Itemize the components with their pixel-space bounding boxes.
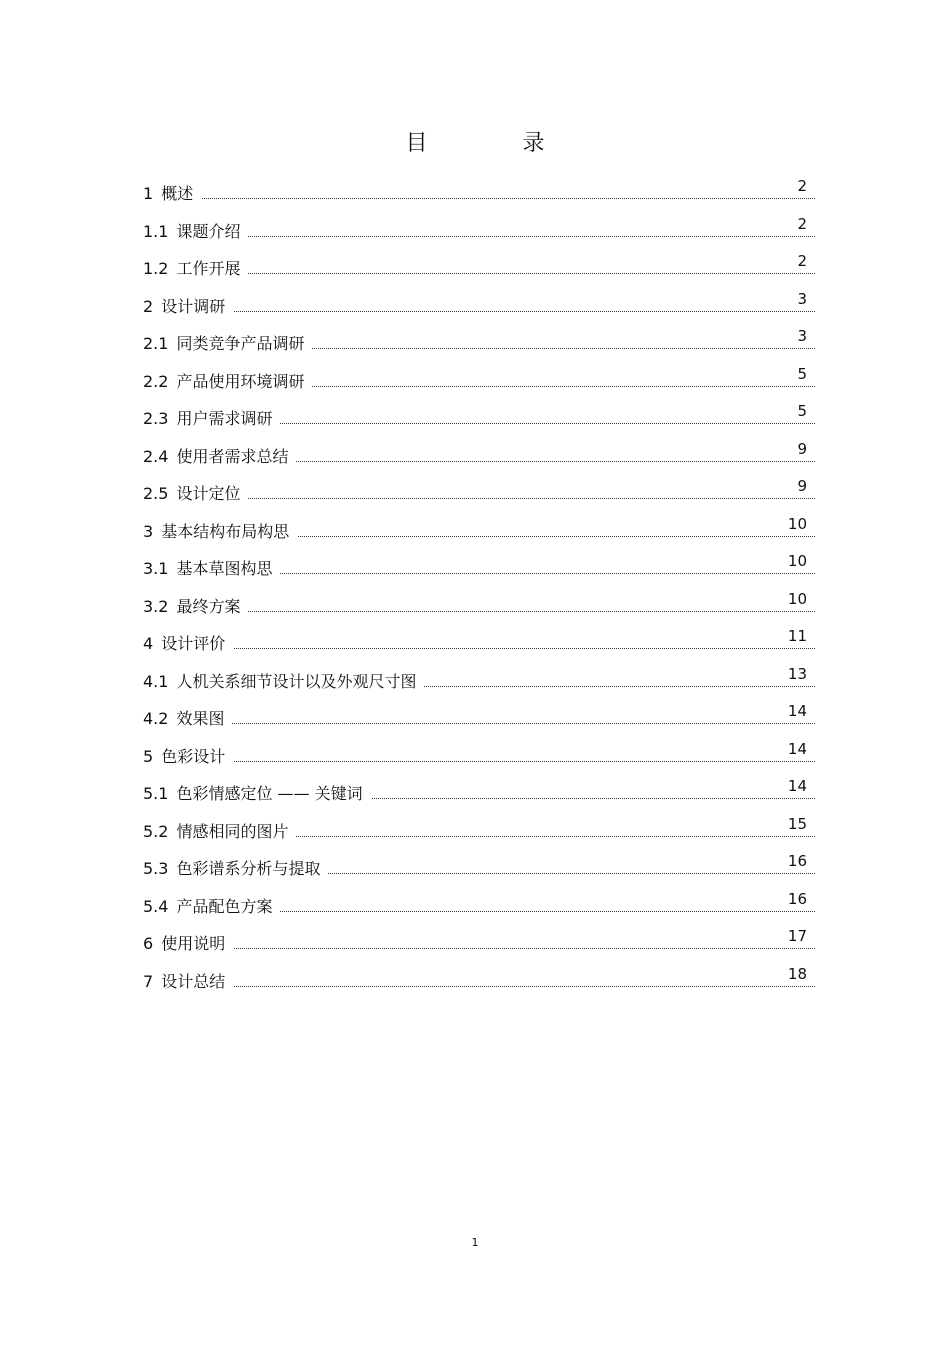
toc-entry[interactable] [143, 474, 815, 512]
toc-entry-label [143, 669, 424, 692]
toc-dot-leader [143, 761, 815, 762]
toc-entry-label [143, 331, 312, 354]
toc-entry-number: 1.2 [143, 259, 169, 279]
toc-entry-page: 2 [797, 177, 807, 195]
toc-entry-page: 3 [797, 289, 807, 308]
toc-entry-label [143, 894, 280, 917]
toc-entry-page: 16 [787, 852, 807, 870]
toc-entry-text: 工作开展 [176, 259, 241, 279]
toc-entry-number: 4.1 [143, 671, 169, 691]
toc-entry-text: 用户需求调研 [176, 409, 273, 429]
toc-dot-leader [143, 948, 815, 949]
toc-entry-page: 2 [797, 252, 807, 270]
toc-entry-text: 设计定位 [176, 484, 241, 504]
toc-entry-text: 同类竞争产品调研 [176, 334, 305, 354]
toc-entry-label [143, 969, 233, 992]
toc-entry-number: 7 [143, 971, 154, 991]
toc-entry[interactable] [143, 549, 815, 587]
table-of-contents [143, 174, 815, 999]
toc-entry-label [143, 481, 248, 504]
toc-entry-text: 使用者需求总结 [176, 446, 289, 466]
toc-entry-number: 5.3 [143, 859, 169, 879]
toc-entry-number: 1 [143, 184, 154, 204]
toc-entry[interactable] [143, 849, 815, 887]
toc-entry[interactable] [143, 737, 815, 775]
toc-entry[interactable] [143, 624, 815, 662]
toc-entry-page: 15 [787, 814, 807, 833]
toc-entry-page: 10 [787, 552, 807, 570]
toc-entry-page: 13 [787, 664, 807, 683]
toc-entry-text: 产品配色方案 [176, 896, 273, 916]
toc-entry-page: 3 [797, 327, 807, 345]
toc-entry-page: 9 [797, 439, 807, 458]
toc-entry-text: 最终方案 [176, 596, 241, 616]
toc-entry-page: 9 [797, 477, 807, 495]
toc-entry-number: 5.4 [143, 896, 169, 916]
toc-entry-text: 基本草图构思 [176, 559, 273, 579]
toc-entry-number: 2 [143, 296, 154, 316]
toc-entry-number: 3.1 [143, 559, 169, 579]
toc-entry-label [143, 294, 233, 317]
toc-entry-number: 5 [143, 746, 154, 766]
toc-entry[interactable] [143, 287, 815, 325]
toc-entry[interactable] [143, 774, 815, 812]
toc-entry-number: 1.1 [143, 221, 169, 241]
toc-entry-page: 14 [787, 702, 807, 720]
toc-entry-text: 情感相同的图片 [176, 821, 289, 841]
page-title: 目 录 [405, 131, 589, 156]
toc-entry[interactable] [143, 324, 815, 362]
toc-entry-label [143, 406, 280, 429]
toc-entry-number: 5.1 [143, 784, 169, 804]
toc-entry-label [143, 856, 328, 879]
toc-entry-text: 设计调研 [161, 296, 226, 316]
toc-entry-label [143, 744, 233, 767]
toc-entry-page: 14 [787, 739, 807, 758]
toc-entry[interactable] [143, 662, 815, 700]
toc-entry-number: 4 [143, 634, 154, 654]
toc-dot-leader [143, 723, 815, 724]
toc-entry-label [143, 444, 296, 467]
toc-entry-page: 11 [787, 627, 807, 645]
toc-entry[interactable] [143, 812, 815, 850]
toc-entry[interactable] [143, 174, 815, 212]
toc-entry-text: 基本结构布局构思 [161, 521, 290, 541]
toc-entry[interactable] [143, 249, 815, 287]
toc-entry-label [143, 556, 280, 579]
toc-entry[interactable] [143, 924, 815, 962]
toc-entry-label [143, 219, 248, 242]
toc-entry-page: 5 [797, 402, 807, 420]
page-number: 1 [471, 1236, 479, 1249]
toc-entry-text: 产品使用环境调研 [176, 371, 305, 391]
toc-entry[interactable] [143, 962, 815, 1000]
toc-entry-number: 2.2 [143, 371, 169, 391]
toc-entry-text: 人机关系细节设计以及外观尺寸图 [176, 671, 417, 691]
toc-entry-text: 色彩情感定位 —— 关键词 [176, 784, 363, 804]
toc-entry[interactable] [143, 437, 815, 475]
toc-entry-label [143, 781, 371, 804]
toc-entry-label [143, 519, 297, 542]
toc-entry[interactable] [143, 512, 815, 550]
toc-entry[interactable] [143, 212, 815, 250]
toc-entry-number: 5.2 [143, 821, 169, 841]
toc-entry[interactable] [143, 399, 815, 437]
toc-entry-label [143, 819, 296, 842]
toc-entry-text: 概述 [161, 184, 194, 204]
toc-entry-page: 10 [787, 514, 807, 533]
toc-entry-text: 效果图 [176, 709, 225, 729]
toc-entry-number: 4.2 [143, 709, 169, 729]
toc-entry[interactable] [143, 699, 815, 737]
toc-dot-leader [143, 648, 815, 649]
toc-entry-label [143, 706, 232, 729]
toc-entry-page: 16 [787, 889, 807, 908]
toc-entry[interactable] [143, 362, 815, 400]
toc-entry-text: 设计总结 [161, 971, 226, 991]
toc-entry-text: 色彩设计 [161, 746, 226, 766]
toc-entry-number: 2.3 [143, 409, 169, 429]
toc-entry-text: 使用说明 [161, 934, 226, 954]
toc-dot-leader [143, 986, 815, 987]
toc-entry[interactable] [143, 887, 815, 925]
toc-entry-page: 14 [787, 777, 807, 795]
toc-entry-number: 3.2 [143, 596, 169, 616]
toc-dot-leader [143, 311, 815, 312]
toc-entry-label [143, 594, 248, 617]
toc-entry-text: 课题介绍 [176, 221, 241, 241]
toc-dot-leader [143, 198, 815, 199]
toc-entry-number: 2.1 [143, 334, 169, 354]
toc-entry-label [143, 256, 248, 279]
toc-entry-page: 18 [787, 964, 807, 983]
toc-entry[interactable] [143, 587, 815, 625]
toc-entry-text: 设计评价 [161, 634, 226, 654]
toc-entry-page: 17 [787, 927, 807, 945]
toc-entry-text: 色彩谱系分析与提取 [176, 859, 321, 879]
toc-entry-label [143, 181, 201, 204]
toc-entry-number: 6 [143, 934, 154, 954]
toc-entry-number: 2.4 [143, 446, 169, 466]
toc-entry-number: 3 [143, 521, 154, 541]
toc-entry-label [143, 631, 233, 654]
toc-entry-page: 5 [797, 364, 807, 383]
toc-entry-page: 2 [797, 214, 807, 233]
toc-entry-label [143, 931, 233, 954]
toc-entry-label [143, 369, 312, 392]
toc-entry-number: 2.5 [143, 484, 169, 504]
toc-entry-page: 10 [787, 589, 807, 608]
